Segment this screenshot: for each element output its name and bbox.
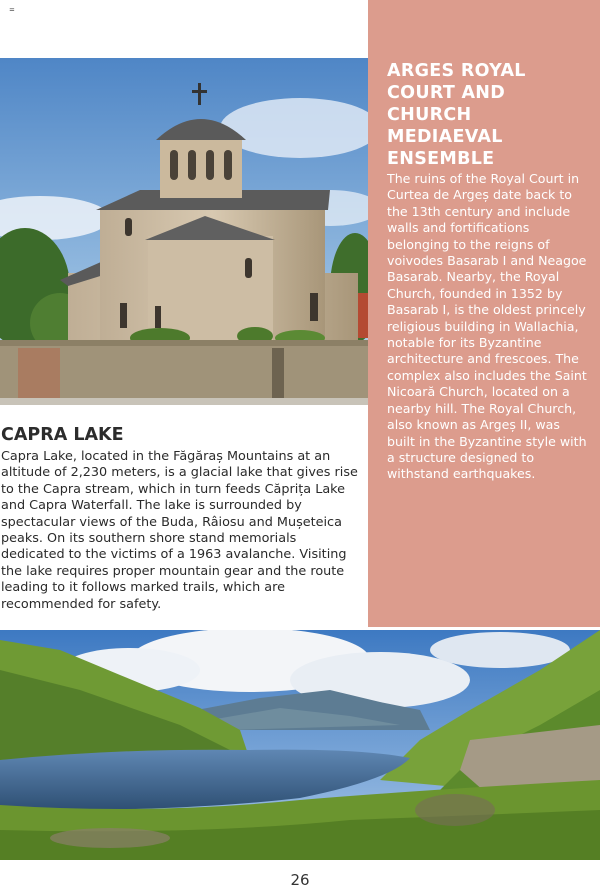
arges-body: The ruins of the Royal Court in Curtea de Argeș date back to the 13th century and include walls and fortifications belonging to the reigns of voivodes Basarab I and Neagoe Basarab. Nearby, the Royal Church, founded in 1352 by Basarab I, is the oldest princely religious building in Wallachia, notable for its Byzantine architecture and frescoes. The complex also includes the Saint Nicoară Church, located on a nearby hill. The Royal Church, also known as Argeș II, was built in the Byzantine style with a structure designed to withstand earthquakes. (387, 171, 587, 482)
royal-church-photo (0, 58, 368, 405)
corner-mark: = (9, 6, 15, 14)
page-number: 26 (290, 871, 310, 889)
capra-body: Capra Lake, located in the Făgăraș Mountains at an altitude of 2,230 meters, is a glacial lake that gives rise to the Capra stream, which in turn feeds Căprița Lake and Capra Waterfall. The lake is surrounded by spectacular views of the Buda, Râiosu and Mușeteica peaks. On its southern shore stand memorials dedicated to the victims of a 1963 avalanche. Visiting the lake requires proper mountain gear and the route leading to it follows marked trails, which are recommended for safety. (1, 449, 358, 612)
arges-title: ARGES ROYAL COURT AND CHURCH MEDIAEVAL ENSEMBLE (387, 61, 526, 169)
capra-lake-photo (0, 630, 600, 860)
capra-title: CAPRA LAKE (1, 425, 124, 445)
